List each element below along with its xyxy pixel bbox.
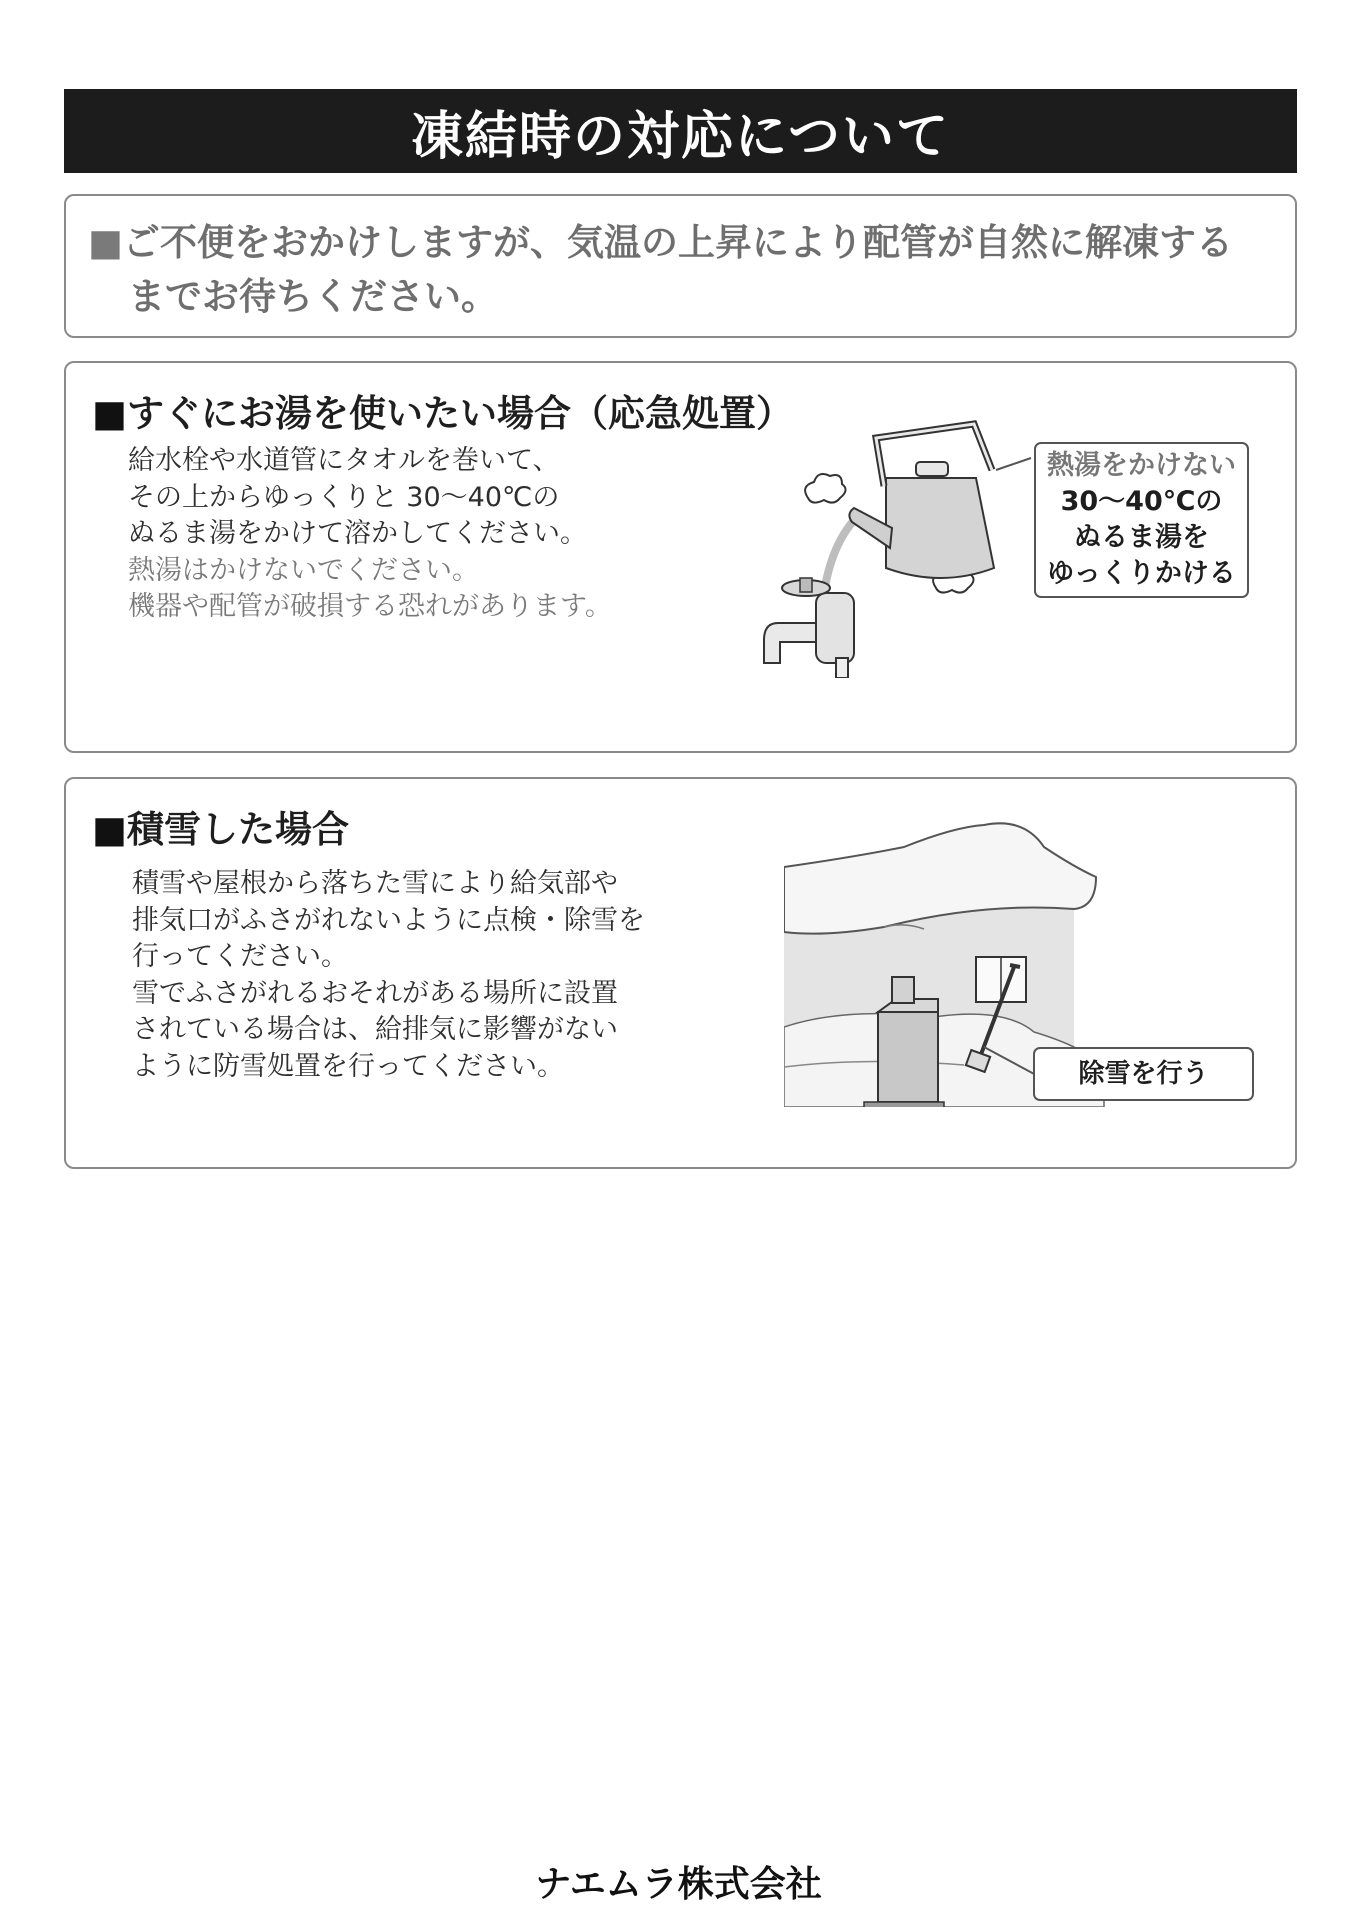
notice-text	[88, 216, 1278, 324]
kettle-pouring-on-faucet-icon	[756, 418, 1046, 678]
callout-warning: 熱湯をかけない	[1047, 450, 1236, 481]
hot-water-heading	[92, 383, 793, 437]
warning-line: 機器や配管が破損する恐れがあります。	[128, 591, 612, 622]
instruction-line: 行ってください。	[132, 941, 348, 972]
square-bullet-icon: ■	[88, 221, 123, 264]
instruction-line: 積雪や屋根から落ちた雪により給気部や	[132, 868, 618, 899]
notice-box	[64, 194, 1297, 338]
instruction-line: ように防雪処置を行ってください。	[132, 1050, 564, 1082]
instruction-line: その上からゆっくりと 30～40℃の	[128, 481, 560, 513]
hot-water-section	[64, 361, 1297, 753]
callout-line: ゆっくりかける	[1047, 558, 1236, 589]
hot-water-heading-text: すぐにお湯を使いたい場合（応急処置）	[126, 392, 793, 435]
callout-line: ぬるま湯を	[1074, 522, 1209, 553]
square-bullet-icon: ■	[92, 808, 127, 851]
notice-line-2: までお待ちください。	[128, 275, 498, 318]
notice-line-1: ご不便をおかけしますが、気温の上昇により配管が自然に解凍する	[122, 221, 1233, 264]
snow-heading-text: 積雪した場合	[126, 808, 349, 851]
snow-callout	[1033, 1047, 1254, 1101]
instruction-line: ぬるま湯をかけて溶かしてください。	[128, 518, 587, 549]
instruction-line: 排気口がふさがれないように点検・除雪を	[132, 904, 645, 936]
snow-instructions	[132, 866, 645, 1085]
snow-section	[64, 777, 1297, 1169]
page-title	[64, 89, 1297, 173]
callout-line: 30～40℃の	[1060, 486, 1223, 517]
company-name: ナエムラ株式会社	[535, 1864, 822, 1905]
snow-heading	[92, 799, 349, 853]
hot-water-callout	[1034, 442, 1249, 598]
warning-line: 熱湯はかけないでください。	[128, 554, 479, 586]
callout-text: 除雪を行う	[1078, 1059, 1209, 1089]
instruction-line: されている場合は、給排気に影響がない	[132, 1014, 618, 1045]
square-bullet-icon: ■	[92, 392, 127, 435]
page-title-text: 凍結時の対応について	[411, 106, 950, 167]
instruction-line: 雪でふさがれるおそれがある場所に設置	[132, 977, 618, 1009]
hot-water-instructions	[128, 443, 612, 626]
instruction-line: 給水栓や水道管にタオルを巻いて、	[128, 445, 560, 476]
